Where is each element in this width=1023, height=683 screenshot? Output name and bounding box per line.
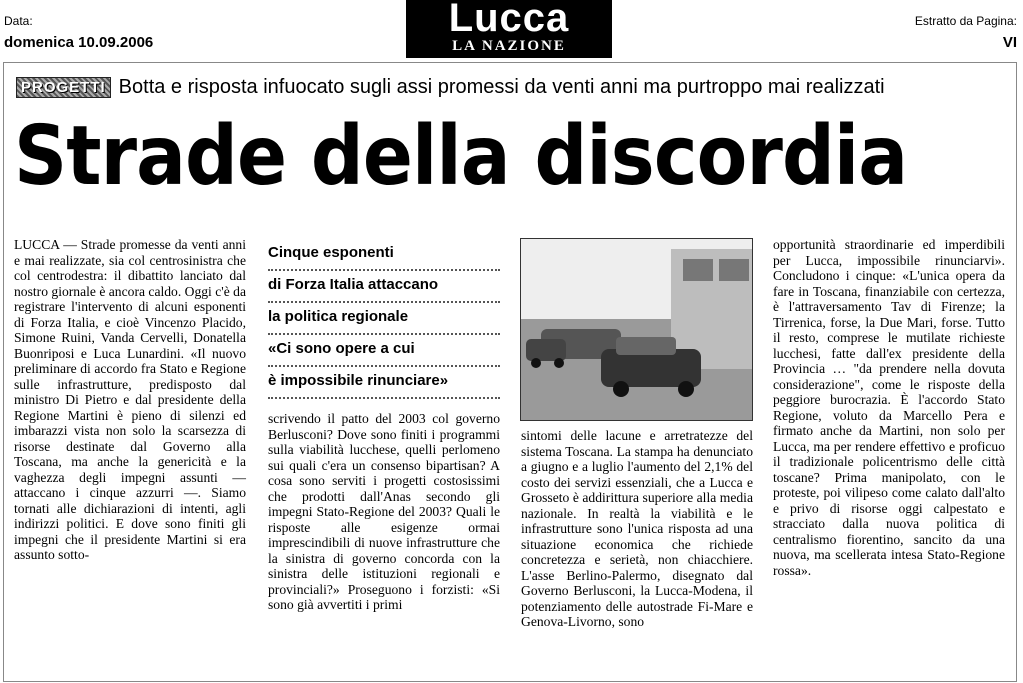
masthead-city: Lucca [448, 0, 570, 40]
date-block [4, 14, 153, 51]
masthead-logo [406, 0, 612, 58]
subheadline-block [268, 239, 500, 399]
source-block [915, 14, 1017, 51]
article-column-3: sintomi delle lacune e arretratezze del sistema Toscana. La stampa ha denunciato a giugno e a luglio l'aumento del 2,1% del costo dei servizi essenziali, che a Lucca e Grosseto è addirittura superiore alla media nazionale. In realtà la viabilità e le infrastrutture sono l'unica risposta ad una situazione economica che richiede concretezza e serietà, non chiacchiere. L'asse Berlino-Palermo, disegnato dal Governo Berlusconi, la Lucca-Modena, il potenziamento delle autostrade Fi-Mare e Genova-Livorno, sono [521, 428, 753, 629]
traffic-photo-illustration [521, 239, 753, 421]
subheadline-line: è impossibile rinunciare» [268, 367, 500, 399]
source-value: VI [1002, 34, 1017, 51]
kicker-line [16, 76, 885, 99]
kicker-text: Botta e risposta infuocato sugli assi promessi da venti anni ma purtroppo mai realizzati [118, 76, 885, 98]
traffic-photo [520, 238, 753, 421]
article-column-1: LUCCA — Strade promesse da venti anni e mai realizzate, sia col centrosinistra che col centrodestra: il dibattito lanciato dal nostro giornale è ancora caldo. Oggi c'è da registrare l'intervento di alcuni esponenti di Forza Italia, e cioè Vincenzo Placido, Simone Ruini, Vanda Cervelli, Donatella Buonriposi e Luca Lunardini. «Il nuovo preliminare di accordo fra Stato e Regione sulle infrastrutture, predisposto dal ministro Di Pietro e dal presidente della Regione Martini è pieno di silenzi ed imbarazzi vista non solo la scarsezza di risorse destinate dal Governo alla Toscana, ma anche la genericità e la vaghezza degli impegni assunti — attaccano i cinque azzurri —. Siamo tornati alle dichiarazioni di intenti, agli indirizzi politici. E dove sono finiti gli impegni che il presidente Martini si era assunto sotto- [14, 237, 246, 562]
article-column-2: scrivendo il patto del 2003 col governo Berlusconi? Dove sono finiti i programmi sulla viabilità lucchese, quelli perlomeno sui quali c'era un consenso bipartisan? A cosa sono serviti i progetti costosissimi che prodotti dall'Anas secondo gli impegni Stato-Regione del 2003? Quali le risposte alle esigenze ormai imprescindibili di nuove infrastrutture che la sinistra di governo concorda con la sinistra delle istituzioni regionali e provinciali?» Proseguono i forzisti: «Si sono già avvertiti i primi [268, 411, 500, 612]
section-tag: PROGETTI [16, 77, 111, 98]
date-label: Data: [4, 14, 33, 28]
subheadline-line: di Forza Italia attaccano [268, 271, 500, 303]
subheadline-line: la politica regionale [268, 303, 500, 335]
masthead-paper: LA NAZIONE [452, 38, 566, 54]
article-column-4: opportunità straordinarie ed imperdibili per Lucca, impossibile rinunciarvi». Concludono i cinque: «L'unica opera da fare in Toscana, finanziabile con certezza, è l'attraversamento Tav di Firenze; la Tirrenica, forse, la Due Mari, forse. Tutto il resto, comprese le mutilate richieste lucchesi, fatte dall'ex presidente della Provincia … "da prendere nella dovuta considerazione", come le risposte della peggiore burocrazia. È l'accordo Stato Regione, voluto da Marcello Pera e firmato anche da Martini, non solo per Lucca, ma per rendere effettivo e proficuo il tradizionale policentrismo delle città toscane? Prima manipolato, con le proteste, poi vilipeso come calato dall'alto e privo di risorse oggi calpestato e stracciato dalla nuova politica di centralismo fiorentino, sancito da una nuova, ma scellerata intesa Stato-Regione rossa». [773, 237, 1005, 578]
headline: Strade della discordia [14, 109, 908, 204]
date-value: domenica 10.09.2006 [4, 34, 154, 51]
source-label: Estratto da Pagina: [914, 14, 1017, 28]
subheadline-line: Cinque esponenti [268, 239, 500, 271]
subheadline-line: «Ci sono opere a cui [268, 335, 500, 367]
